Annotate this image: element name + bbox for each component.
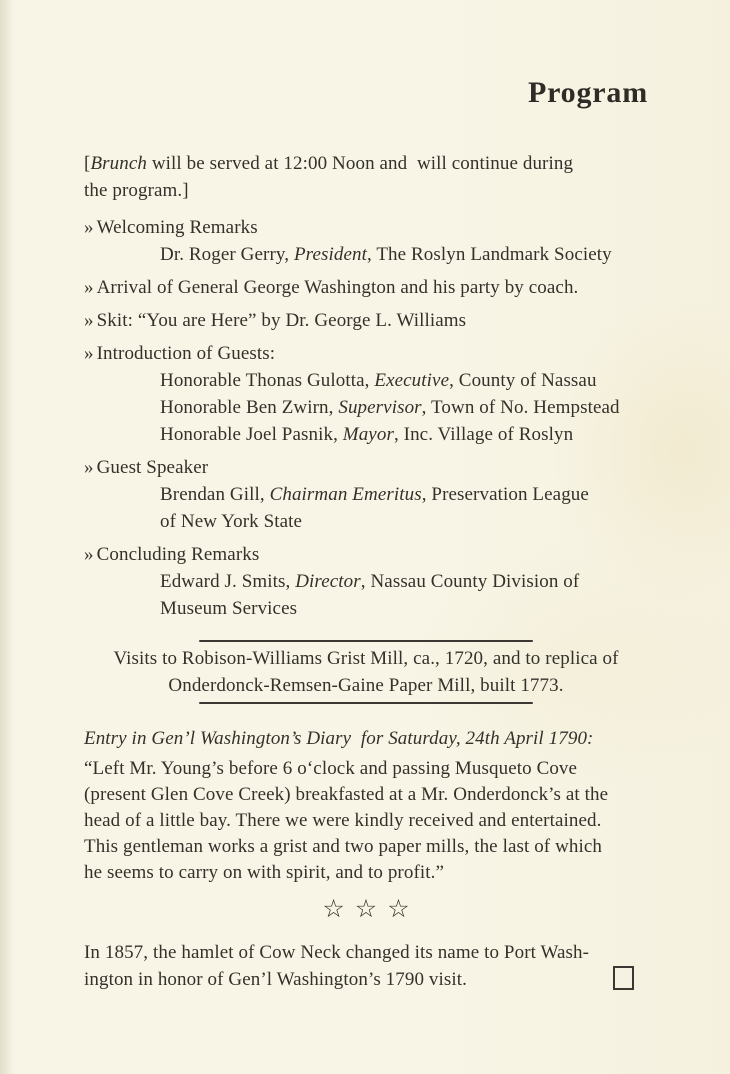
item-label: » Skit: “You are Here” by Dr. George L. Williams [84,310,467,331]
diary-quote-line: This gentleman works a grist and two paper mills, the last of which [84,836,603,857]
item-label: » Arrival of General George Washington and his party by coach. [84,277,579,298]
diary-quote-line: he seems to carry on with spirit, and to profit.” [84,862,445,883]
diary-entry-heading: Entry in Gen’l Washington’s Diary for Saturday, 24th April 1790: [84,728,594,749]
item-detail: of New York State [160,511,303,532]
item-bullet: » [84,457,94,478]
item-label: » Guest Speaker [84,457,209,478]
end-of-program-square-mark [613,966,634,990]
item-detail: Honorable Ben Zwirn, Supervisor, Town of No. Hempstead [160,397,620,418]
item-bullet: » [84,217,94,238]
program-item-introduction-of-guests [84,340,648,448]
brunch-note-line-1: [Brunch will be served at 12:00 Noon and will continue during [84,153,574,174]
program-item-guest-speaker [84,454,648,535]
item-label: » Welcoming Remarks [84,217,258,238]
brunch-note-line-2: the program.] [84,180,189,201]
mill-visits-text [84,642,648,702]
item-detail: Honorable Thonas Gulotta, Executive, County of Nassau [160,370,597,391]
diary-quote-line: head of a little bay. There we were kindly received and entertained. [84,810,602,831]
program-item-concluding-remarks [84,541,648,622]
item-detail: Brendan Gill, Chairman Emeritus, Preservation League [160,484,589,505]
item-label: » Introduction of Guests: [84,343,276,364]
mill-visits-section [84,640,648,704]
page-content [84,0,648,993]
mill-visits-line-2: Onderdonck-Remsen-Gaine Paper Mill, built 1773. [168,675,564,696]
three-stars-icon: ☆☆☆ [322,896,420,923]
program-item-welcoming-remarks [84,214,648,268]
diary-quote [84,756,648,886]
item-bullet: » [84,544,94,565]
program-item-arrival [84,274,648,301]
page-title: Program [527,76,648,109]
divider-rule-bottom [199,702,533,704]
diary-quote-line: “Left Mr. Young’s before 6 o‘clock and passing Musqueto Cove [84,758,578,779]
brunch-note [84,150,648,204]
diary-quote-line: (present Glen Cove Creek) breakfasted at a Mr. Onderdonck’s at the [84,784,609,805]
item-bullet: » [84,343,94,364]
historical-note-line-2: ington in honor of Gen’l Washington’s 1790 visit. [84,969,468,990]
item-label: » Concluding Remarks [84,544,260,565]
program-items [84,214,648,622]
item-detail: Dr. Roger Gerry, President, The Roslyn Landmark Society [160,244,612,265]
historical-note [84,939,648,993]
program-item-skit [84,307,648,334]
item-bullet: » [84,310,94,331]
item-detail: Honorable Joel Pasnik, Mayor, Inc. Village of Roslyn [160,424,574,445]
historical-note-line-1: In 1857, the hamlet of Cow Neck changed its name to Port Wash- [84,942,590,963]
item-detail: Museum Services [160,598,298,619]
mill-visits-line-1: Visits to Robison-Williams Grist Mill, ca., 1720, and to replica of [113,648,619,669]
item-bullet: » [84,277,94,298]
item-detail: Edward J. Smits, Director, Nassau County Division of [160,571,580,592]
